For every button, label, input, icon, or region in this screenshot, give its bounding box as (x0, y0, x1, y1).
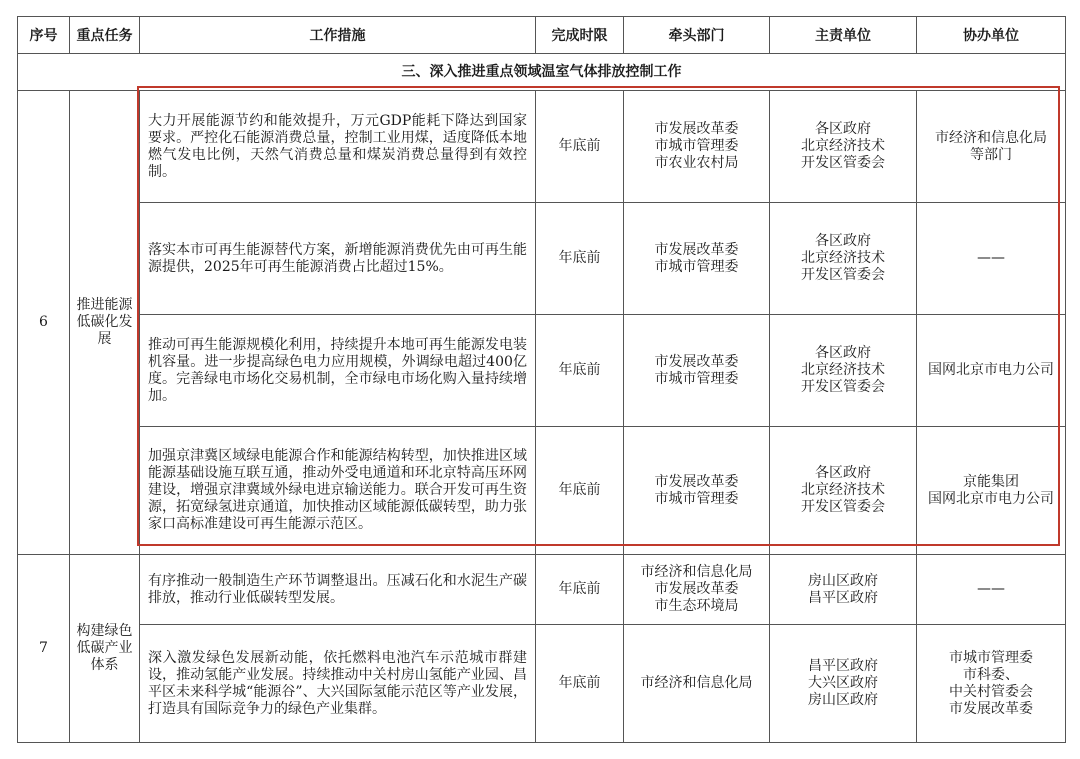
measure-cell: 大力开展能源节约和能效提升，万元GDP能耗下降达到国家要求。严控化石能源消费总量，控制工业用煤，适度降低本地燃气发电比例，天然气消费总量和煤炭消费总量得到有效控制。 (140, 91, 536, 203)
section-title: 三、深入推进重点领域温室气体排放控制工作 (18, 54, 1066, 91)
lead-line: 市发展改革委 (654, 473, 739, 490)
assist-line: 等部门 (970, 146, 1012, 163)
responsible-line: 昌平区政府 (808, 658, 878, 674)
lead-line: 市发展改革委 (654, 241, 739, 258)
responsible-cell (770, 555, 917, 625)
lead-cell (624, 625, 770, 743)
deadline-cell: 年底前 (536, 427, 624, 555)
responsible-cell (770, 427, 917, 555)
header-no: 序号 (18, 17, 70, 54)
lead-cell (624, 203, 770, 315)
responsible-line: 开发区管委会 (801, 499, 885, 515)
measure-cell: 加强京津冀区域绿电能源合作和能源结构转型，加快推进区域能源基础设施互联互通，推动外受电通道和环北京特高压环网建设，增强京津冀域外绿电进京输送能力。联合开发可再生资源，拓宽绿氢进京通道，加快推动区域能源低碳转型，助力张家口高标准建设可再生能源示范区。 (140, 427, 536, 555)
responsible-line: 北京经济技术 (801, 138, 885, 154)
group-task: 构建绿色低碳产业体系 (70, 555, 140, 743)
lead-cell (624, 555, 770, 625)
responsible-line: 各区政府 (815, 121, 871, 137)
lead-line: 市经济和信息化局 (640, 564, 753, 580)
group-number: 7 (18, 555, 70, 743)
assist-cell (917, 203, 1066, 315)
assist-cell (917, 625, 1066, 743)
deadline-cell: 年底前 (536, 203, 624, 315)
lead-line: 市经济和信息化局 (640, 675, 753, 691)
assist-cell (917, 91, 1066, 203)
responsible-cell (770, 91, 917, 203)
responsible-line: 大兴区政府 (808, 675, 878, 691)
responsible-line: 北京经济技术 (801, 482, 885, 498)
responsible-line: 北京经济技术 (801, 250, 885, 266)
deadline-cell: 年底前 (536, 625, 624, 743)
lead-line: 市生态环境局 (654, 598, 739, 614)
group-number: 6 (18, 91, 70, 555)
responsible-line: 房山区政府 (808, 572, 878, 589)
group-task: 推进能源低碳化发展 (70, 91, 140, 555)
lead-line: 市城市管理委 (654, 370, 739, 387)
lead-line: 市发展改革委 (654, 581, 739, 597)
measure-cell: 深入激发绿色发展新动能，依托燃料电池汽车示范城市群建设，推动氢能产业发展。持续推动中关村房山氢能产业园、昌平区未来科学城“能源谷”、大兴国际氢能示范区等产业发展，打造具有国际竞争力的绿色产业集群。 (140, 625, 536, 743)
responsible-line: 昌平区政府 (808, 589, 878, 606)
assist-line: 市城市管理委 (949, 649, 1033, 666)
lead-line: 市城市管理委 (654, 138, 739, 154)
lead-line: 市发展改革委 (654, 121, 739, 137)
lead-cell (624, 91, 770, 203)
responsible-line: 各区政府 (815, 465, 871, 481)
measure-cell: 落实本市可再生能源替代方案，新增能源消费优先由可再生能源提供，2025年可再生能源消费占比超过15%。 (140, 203, 536, 315)
header-row (18, 17, 1066, 54)
measure-cell: 推动可再生能源规模化利用，持续提升本地可再生能源发电装机容量。进一步提高绿色电力应用规模，外调绿电超过400亿度。完善绿电市场化交易机制，全市绿电市场化购入量持续增加。 (140, 315, 536, 427)
assist-line: —— (977, 581, 1005, 597)
lead-line: 市发展改革委 (654, 353, 739, 370)
lead-line: 市城市管理委 (654, 258, 739, 275)
table-row (18, 555, 1066, 625)
responsible-cell (770, 315, 917, 427)
responsible-cell (770, 625, 917, 743)
responsible-line: 房山区政府 (808, 692, 878, 708)
lead-cell (624, 427, 770, 555)
header-assist: 协办单位 (917, 17, 1066, 54)
assist-cell (917, 555, 1066, 625)
header-task: 重点任务 (70, 17, 140, 54)
lead-line: 市城市管理委 (654, 490, 739, 507)
responsible-cell (770, 203, 917, 315)
assist-line: 国网北京市电力公司 (928, 490, 1054, 507)
header-responsible: 主责单位 (770, 17, 917, 54)
responsible-line: 北京经济技术 (801, 362, 885, 378)
assist-line: 市科委、 (963, 666, 1019, 683)
deadline-cell: 年底前 (536, 91, 624, 203)
measure-cell: 有序推动一般制造生产环节调整退出。压减石化和水泥生产碳排放，推动行业低碳转型发展。 (140, 555, 536, 625)
responsible-line: 各区政府 (815, 233, 871, 249)
deadline-cell: 年底前 (536, 555, 624, 625)
assist-line: 市经济和信息化局 (935, 129, 1047, 146)
assist-line: 国网北京市电力公司 (928, 362, 1054, 378)
section-row (18, 54, 1066, 91)
table-row (18, 203, 1066, 315)
assist-line: 市发展改革委 (949, 700, 1033, 717)
deadline-cell: 年底前 (536, 315, 624, 427)
lead-cell (624, 315, 770, 427)
assist-line: —— (977, 250, 1005, 266)
lead-line: 市农业农村局 (654, 155, 739, 171)
table-row (18, 91, 1066, 203)
header-deadline: 完成时限 (536, 17, 624, 54)
responsible-line: 开发区管委会 (801, 267, 885, 283)
assist-cell (917, 427, 1066, 555)
table-row (18, 625, 1066, 743)
assist-cell (917, 315, 1066, 427)
header-lead: 牵头部门 (624, 17, 770, 54)
work-plan-table (17, 16, 1066, 743)
responsible-line: 开发区管委会 (801, 155, 885, 171)
table-row (18, 427, 1066, 555)
responsible-line: 各区政府 (815, 345, 871, 361)
responsible-line: 开发区管委会 (801, 379, 885, 395)
header-measure: 工作措施 (140, 17, 536, 54)
table-row (18, 315, 1066, 427)
assist-line: 京能集团 (963, 473, 1019, 490)
assist-line: 中关村管委会 (949, 683, 1033, 700)
